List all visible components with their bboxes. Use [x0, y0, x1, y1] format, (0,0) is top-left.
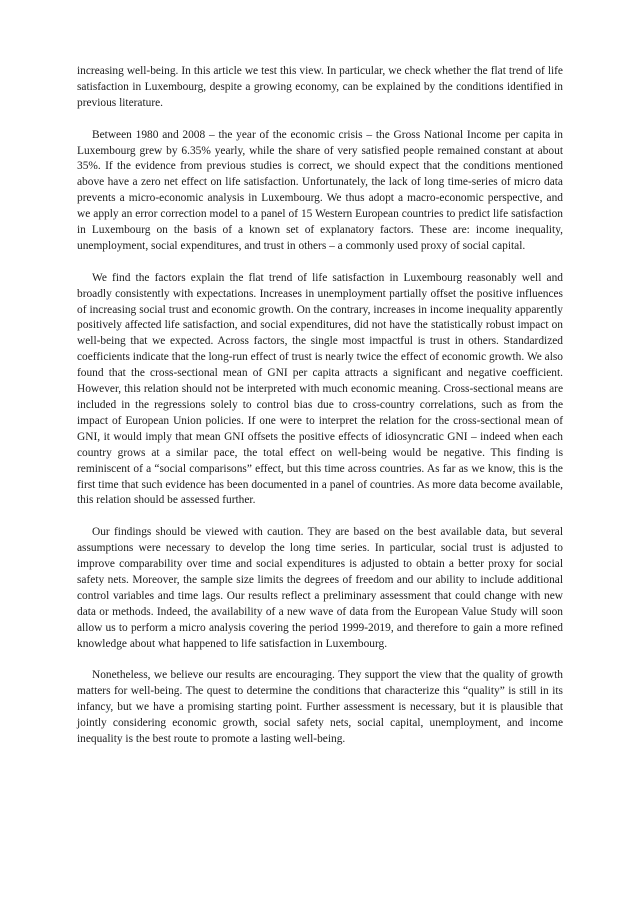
paragraph-findings: We find the factors explain the flat trend of life satisfaction in Luxembourg reasonably well and broadly consistently with expectations. Increases in unemployment partially offset the positive influences of increasing social trust and economic growth. On the contrary, increases in income inequality apparently positively affected life satisfaction, and social expenditures, did not have the statistically robust impact on well-being that we expected. Across factors, the single most impactful is trust in others. Standardized coefficients indicate that the long-run effect of trust is nearly twice the effect of economic growth. We also found that the cross-sectional mean of GNI per capita attracts a significant and negative coefficient. However, this relation should not be interpreted with much economic meaning. Cross-sectional means are included in the regressions solely to control bias due to cross-country correlations, such as from the impact of European Union policies. If one were to interpret the relation for the cross-sectional mean of GNI, it would imply that mean GNI offsets the positive effects of idiosyncratic GNI – indeed when each country grows at a similar pace, the total effect on well-being would be negative. This finding is reminiscent of a “social comparisons” effect, but this time across countries. As far as we know, this is the first time that such evidence has been documented in a panel of countries. As more data become available, this relation should be assessed further.: [77, 271, 563, 507]
paragraph-continuation: increasing well-being. In this article we test this view. In particular, we check whether the flat trend of life satisfaction in Luxembourg, despite a growing economy, can be explained by the conditions identified in previous literature.: [77, 65, 563, 109]
paragraph-caution: Our findings should be viewed with caution. They are based on the best available data, but several assumptions were necessary to develop the long time series. In particular, social trust is adjusted to improve comparability over time and social expenditures is adjusted to obtain a better proxy for social safety nets. Moreover, the sample size limits the degrees of freedom and our ability to include additional control variables and time lags. Our results reflect a preliminary assessment that could change with new data or methods. Indeed, the availability of a new wave of data from the European Value Study will soon allow us to perform a micro analysis covering the period 1999-2019, and therefore to gain a more refined knowledge about what happened to life satisfaction in Luxembourg.: [77, 526, 563, 650]
paragraph-conclusion: Nonetheless, we believe our results are encouraging. They support the view that the quality of growth matters for well-being. The quest to determine the conditions that characterize this “quality” is still in its infancy, but we have a promising starting point. Further assessment is necessary, but it is plausible that jointly considering economic growth, social safety nets, social capital, unemployment, and income inequality is the best route to promote a lasting well-being.: [77, 669, 563, 745]
body-text: [77, 64, 563, 748]
paragraph-gni-growth: Between 1980 and 2008 – the year of the economic crisis – the Gross National Income per capita in Luxembourg grew by 6.35% yearly, while the share of very satisfied people remained constant at about 35%. If the evidence from previous studies is correct, we should expect that the conditions mentioned above have a zero net effect on life satisfaction. Unfortunately, the lack of long time-series of micro data prevents a micro-economic analysis in Luxembourg. We thus adopt a macro-economic perspective, and we apply an error correction model to a panel of 15 Western European countries to predict life satisfaction in Luxembourg on the basis of a known set of explanatory factors. These are: income inequality, unemployment, social expenditures, and trust in others – a commonly used proxy of social capital.: [77, 128, 563, 252]
